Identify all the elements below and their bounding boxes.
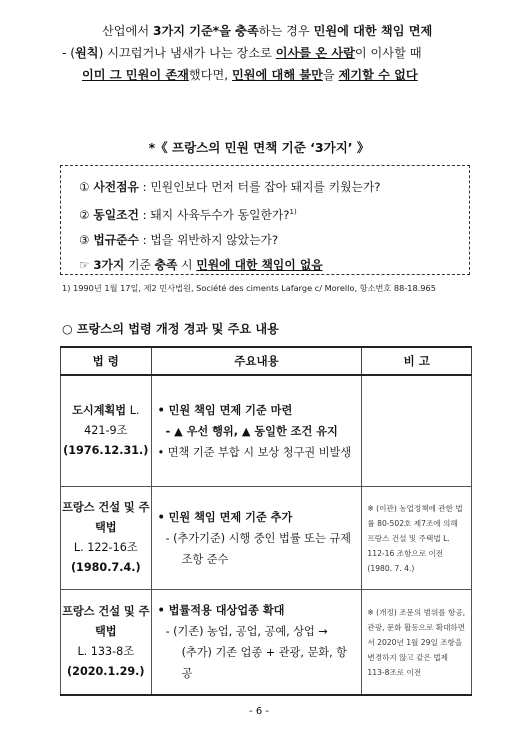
summary-text: 기준 bbox=[124, 257, 155, 272]
criteria-item bbox=[79, 200, 469, 228]
main-cell bbox=[151, 487, 362, 590]
criteria-text: : 법을 위반하지 않았는가? bbox=[138, 232, 279, 247]
note-cell: ※ (개정) 조문의 범위를 항공, 관광, 문화 활동으로 확대하면서 2020년 1월 29일 조항을 변경하지 않고 같은 법제 113-8조로 이전 bbox=[362, 590, 472, 696]
criteria-number: ② bbox=[79, 207, 90, 222]
main-sub: 조항 준수 bbox=[181, 552, 229, 566]
intro-emphasis: 3가지 기준*을 충족 bbox=[152, 24, 259, 38]
law-date: (2020.1.29.) bbox=[67, 665, 145, 678]
intro-emphasis: 이미 그 민원이 존재 bbox=[82, 68, 189, 82]
intro-text: 이 이사할 때 bbox=[354, 46, 422, 60]
law-cell bbox=[61, 590, 152, 696]
intro-emphasis: 제기할 수 없다 bbox=[338, 68, 418, 82]
criteria-text: : 돼지 사육두수가 동일한가? bbox=[138, 207, 290, 222]
header-main: 주요내용 bbox=[151, 347, 362, 375]
main-sub: - (기존) 농업, 공업, 공예, 상업 → bbox=[165, 625, 328, 638]
law-cell bbox=[61, 487, 152, 590]
intro-paragraph bbox=[62, 20, 482, 86]
main-title: • 민원 책임 면제 기준 마련 bbox=[157, 403, 293, 417]
intro-emphasis: 민원에 대해 불만 bbox=[232, 68, 323, 82]
criteria-label: 동일조건 bbox=[93, 207, 139, 222]
law-code: L. 421-9조 bbox=[84, 404, 140, 437]
summary-emphasis: 민원에 대한 책임이 없음 bbox=[196, 257, 323, 272]
law-name: 프랑스 건설 및 주택법 bbox=[62, 501, 150, 534]
criteria-item bbox=[79, 175, 469, 200]
intro-emphasis: 민원에 대한 책임 면제 bbox=[313, 24, 433, 38]
section-title: ○ 프랑스의 법령 개정 경과 및 주요 내용 bbox=[62, 322, 279, 336]
pointing-hand-icon: ☞ bbox=[79, 257, 90, 272]
criteria-box bbox=[60, 165, 470, 275]
header-law: 법 령 bbox=[61, 347, 152, 375]
footnote-ref: 1) bbox=[289, 208, 297, 216]
intro-text: ) 시끄럽거나 냄새가 나는 장소로 bbox=[98, 46, 276, 60]
law-date: (1976.12.31.) bbox=[63, 444, 149, 457]
law-name: 도시계획법 bbox=[72, 404, 127, 417]
law-cell bbox=[61, 375, 152, 487]
footnote: 1) 1990년 1월 17일, 제2 민사법원, Société des ciments Lafarge c/ Morello, 항소번호 88-18.965 bbox=[62, 283, 436, 293]
intro-line-2 bbox=[62, 42, 482, 64]
table-row bbox=[61, 487, 472, 590]
criteria-label: 법규준수 bbox=[93, 232, 139, 247]
law-code: L. 133-8조 bbox=[77, 645, 135, 658]
table-row bbox=[61, 375, 472, 487]
main-sub: • 면책 기준 부합 시 보상 청구권 비발생 bbox=[157, 445, 352, 459]
criteria-item bbox=[79, 228, 469, 253]
main-sub: - ▲ 우선 행위, ▲ 동일한 조건 유지 bbox=[165, 424, 338, 438]
summary-emphasis: 3가지 bbox=[93, 257, 125, 272]
criteria-number: ③ bbox=[79, 232, 90, 247]
main-cell bbox=[151, 375, 362, 487]
intro-text: 했다면, bbox=[188, 68, 232, 82]
table-header-row bbox=[61, 347, 472, 375]
page-number: - 6 - bbox=[249, 706, 269, 717]
criteria-summary bbox=[79, 253, 469, 278]
note-cell: ※ (이관) 농업정책에 관한 법률 80-502호 제7조에 의해 프랑스 건설 및 주택법 L. 112-16 조항으로 이전(1980. 7. 4.) bbox=[362, 487, 472, 590]
intro-emphasis: 원칙 bbox=[75, 46, 99, 60]
law-name: 프랑스 건설 및 주택법 bbox=[62, 605, 150, 638]
header-note: 비 고 bbox=[362, 347, 472, 375]
main-sub: - (추가기준) 시행 중인 법률 또는 규제 bbox=[165, 531, 351, 545]
intro-text: 산업에서 bbox=[102, 24, 153, 38]
main-sub: (추가) 기존 업종 + 관광, 문화, 항공 bbox=[181, 646, 347, 680]
main-title: • 민원 책임 면제 기준 추가 bbox=[157, 510, 293, 524]
criteria-title: *《 프랑스의 민원 면책 기준 ‘3가지’ 》 bbox=[148, 140, 370, 155]
intro-line-3 bbox=[62, 64, 482, 86]
law-code: L. 122-16조 bbox=[73, 541, 138, 554]
main-title: • 법률적용 대상업종 확대 bbox=[157, 604, 285, 617]
intro-text: 하는 경우 bbox=[258, 24, 314, 38]
intro-line-1 bbox=[62, 20, 482, 42]
summary-emphasis: 충족 bbox=[154, 257, 178, 272]
table-row bbox=[61, 590, 472, 696]
law-date: (1980.7.4.) bbox=[70, 561, 141, 574]
note-cell bbox=[362, 375, 472, 487]
main-cell bbox=[151, 590, 362, 696]
summary-text: 시 bbox=[177, 257, 197, 272]
intro-emphasis: 이사를 온 사람 bbox=[275, 46, 355, 60]
criteria-number: ① bbox=[79, 180, 90, 194]
criteria-text: : 민원인보다 먼저 터를 잡아 돼지를 키웠는가? bbox=[138, 180, 381, 194]
law-history-table bbox=[60, 346, 472, 696]
intro-text: 을 bbox=[322, 68, 339, 82]
criteria-label: 사전점유 bbox=[93, 180, 139, 194]
intro-text: - ( bbox=[62, 46, 76, 60]
